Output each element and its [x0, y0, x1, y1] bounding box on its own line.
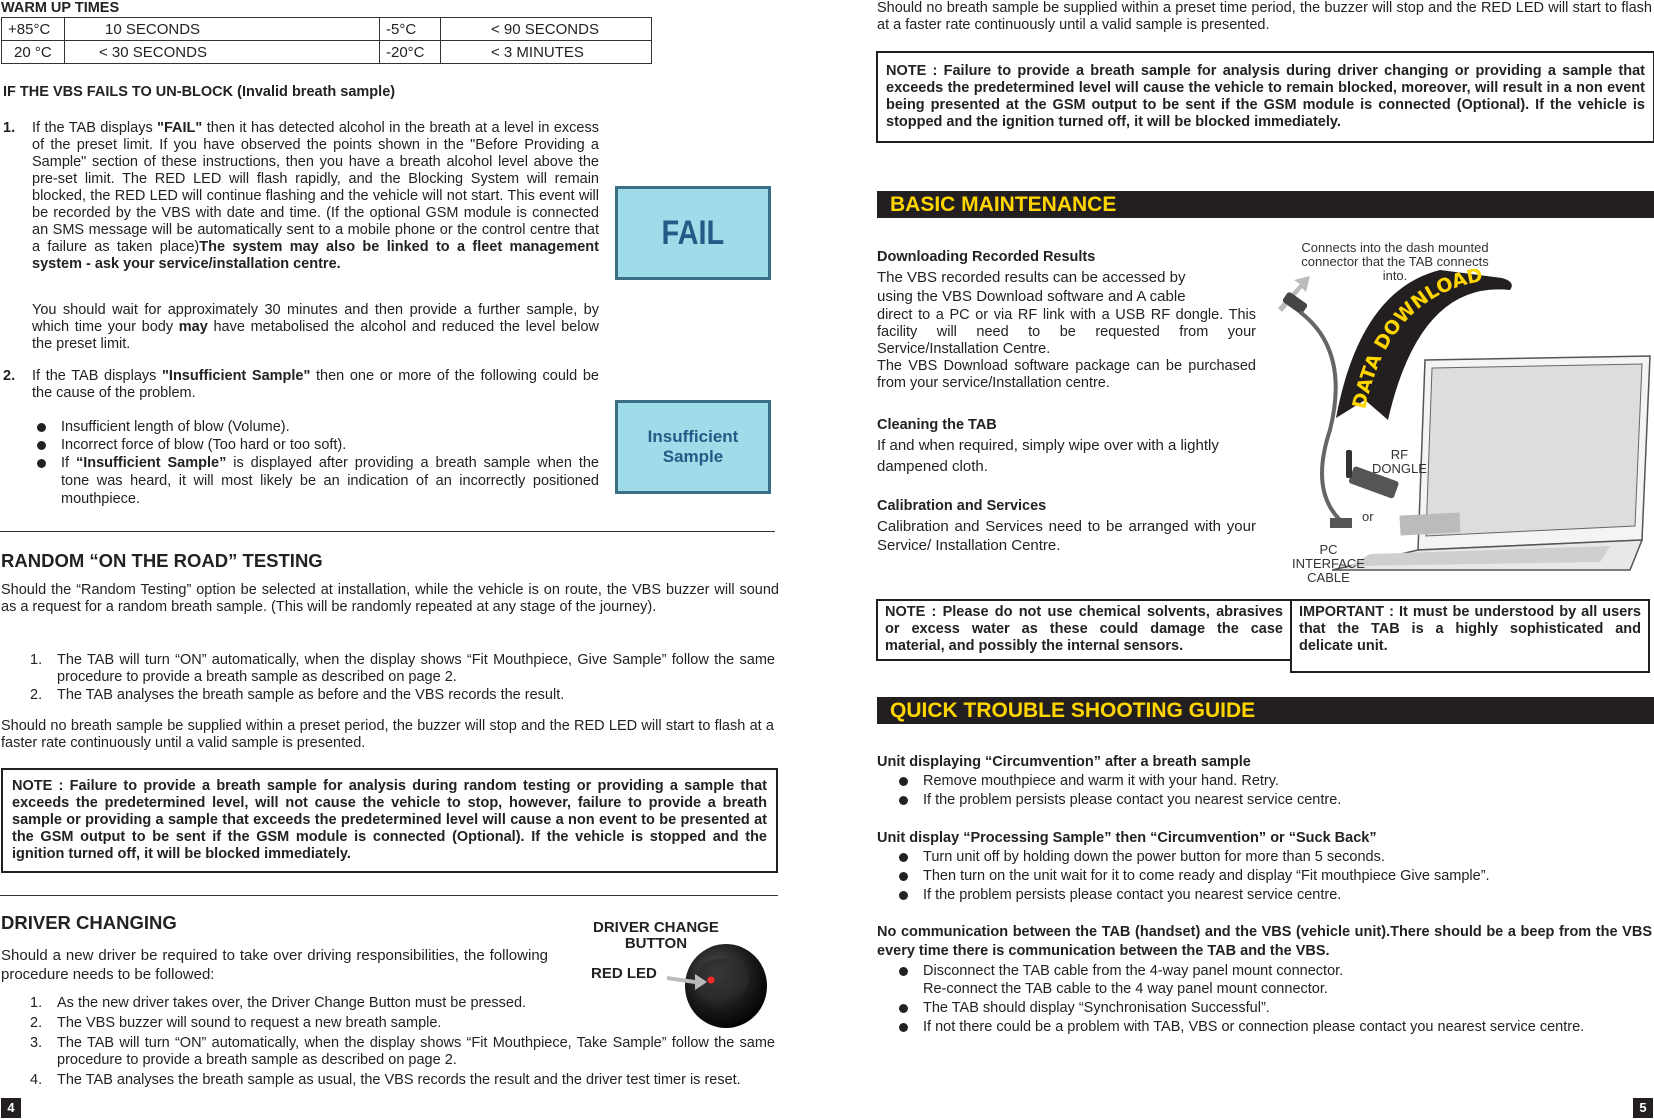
- item-number: 3.: [30, 1035, 43, 1051]
- text: BUTTON: [624, 935, 688, 952]
- text: You should wait for approximately 30 minutes and then provide a further sample, by which time your body: [32, 302, 599, 335]
- text: The TAB will turn “ON” automatically, when the display shows “Fit Mouthpiece, Give Sample” follow the same procedure to provide a breath sample as described on page 2.: [57, 652, 775, 685]
- figure-caption-connects: Connects into the dash mounted connector that the TAB connects into.: [1301, 240, 1489, 283]
- text: Remove mouthpiece and warm it with your hand. Retry.: [923, 773, 1279, 789]
- trouble-shooting-bar: QUICK TROUBLE SHOOTING GUIDE: [877, 697, 1654, 724]
- calibration-heading: Calibration and Services: [877, 498, 1047, 514]
- text: If: [61, 455, 76, 471]
- red-led-dot: [708, 977, 715, 984]
- download-text: [877, 268, 1256, 306]
- text: The VBS buzzer will sound to request a new breath sample.: [57, 1015, 442, 1031]
- text: DONGLE: [1372, 461, 1427, 476]
- item-number: 1.: [30, 652, 43, 668]
- rf-dongle-label: [1372, 448, 1427, 476]
- insufficient-emphasis: "Insufficient Sample": [162, 368, 311, 384]
- table-cell: 10 SECONDS: [65, 18, 380, 41]
- text: have metabolised the alcohol and reduced the level below the preset limit.: [32, 319, 599, 352]
- table-cell: +85°C: [2, 18, 65, 41]
- fleet-note: The system may also be linked to a fleet management system - ask your service/installation centre.: [32, 239, 599, 272]
- text: If the problem persists please contact you nearest service centre.: [923, 792, 1342, 808]
- trouble-heading: Unit displaying “Circumvention” after a breath sample: [877, 754, 1251, 770]
- item-number: 1.: [3, 120, 16, 136]
- text: then one or more of the following could be the cause of the problem.: [32, 368, 599, 401]
- list-item: [877, 999, 1652, 1017]
- text: CABLE: [1307, 570, 1350, 585]
- text: using the VBS Download software and A cable: [877, 288, 1186, 305]
- list-item: [877, 791, 1652, 809]
- table-cell: < 90 SECONDS: [441, 18, 652, 41]
- trouble-heading: Unit display “Processing Sample” then “Circumvention” or “Suck Back”: [877, 830, 1377, 846]
- divider: [0, 895, 778, 896]
- text: The TAB analyses the breath sample as before and the VBS records the result.: [57, 687, 565, 703]
- text: INTERFACE: [1292, 556, 1365, 571]
- fail-text: FAIL: [661, 213, 725, 252]
- pc-interface-cable-label: [1292, 543, 1365, 585]
- chemical-note: NOTE : Please do not use chemical solvents, abrasives or excess water as these could damage the case material, and possibly the internal sensors.: [876, 599, 1292, 661]
- list-item: [877, 1018, 1652, 1036]
- data-download-figure: [1270, 250, 1654, 580]
- data-download-label: DATA DOWNLOAD: [1348, 264, 1485, 411]
- screen-text: Insufficient: [647, 427, 739, 446]
- list-item: [877, 848, 1652, 866]
- text: PC: [1319, 542, 1338, 557]
- unblock-item-2: [1, 368, 599, 402]
- list-item: [1, 687, 775, 704]
- table-row: [2, 18, 652, 41]
- text: Then turn on the unit wait for it to come ready and display “Fit mouthpiece Give sample”.: [923, 868, 1490, 884]
- text: RF: [1390, 447, 1409, 462]
- item-number: 2.: [3, 368, 16, 384]
- list-item: [877, 772, 1652, 790]
- list-item: [1, 1035, 775, 1069]
- driver-intro: Should a new driver be required to take over driving responsibilities, the following procedure needs to be followed:: [1, 947, 548, 983]
- driver-heading: DRIVER CHANGING: [1, 912, 177, 933]
- text: Incorrect force of blow (Too hard or too soft).: [61, 437, 347, 453]
- driver-steps: [1, 995, 775, 1089]
- or-label: or: [1362, 509, 1374, 524]
- text: The TAB analyses the breath sample as usual, the VBS records the result and the driver test timer is reset.: [57, 1072, 741, 1088]
- wait-paragraph: [32, 302, 599, 353]
- list-item: [877, 962, 1652, 998]
- driver-note: NOTE : Failure to provide a breath sample for analysis during driver changing or providing a sample that exceeds the predetermined level will cause the vehicle to remain blocked, moreover, will result in a non event being presented at the GSM output to be sent if the GSM module is connected (Optional). If the vehicle is stopped and the ignition turned off, it will be blocked immediately.: [876, 51, 1654, 143]
- cleaning-heading: Cleaning the TAB: [877, 417, 997, 433]
- text: If not there could be a problem with TAB, VBS or connection please contact you nearest service centre.: [923, 1019, 1585, 1035]
- list-item: [877, 886, 1652, 904]
- emphasis: “Insufficient Sample”: [75, 455, 227, 471]
- fail-emphasis: "FAIL": [157, 120, 203, 136]
- warm-up-title: WARM UP TIMES: [1, 0, 120, 16]
- list-item: [1, 652, 775, 686]
- list-item: [1, 995, 775, 1012]
- table-cell: -5°C: [380, 18, 441, 41]
- random-after: Should no breath sample be supplied within a preset period, the buzzer will stop and the RED LED will start to flash at a faster rate continuously until a valid sample is presented.: [1, 718, 774, 751]
- insufficient-causes: [15, 418, 599, 508]
- text: If the TAB displays: [32, 120, 158, 136]
- item-number: 4.: [30, 1072, 43, 1088]
- text: then it has detected alcohol in the breath at a level in excess of the preset limit. If you have observed the points shown in the "Before Providing a Sample" section of these instructions, then you have a breath alcohol level above the pre-set limit. The RED LED will flash rapidly, and the Blocking System will remain blocked, the RED LED will continue flashing and the vehicle will not start. This event will be recorded by the VBS with date and time. (If the optional GSM module is connected an SMS message will be automatically sent to a mobile phone or the control centre that a failure as taken place): [32, 120, 599, 255]
- item-number: 1.: [30, 995, 43, 1011]
- table-cell: < 3 MINUTES: [441, 41, 652, 64]
- text: direct to a PC or via RF link with a USB RF dongle. This facility will need to be requested from your Service/Installation Centre.: [877, 307, 1256, 357]
- list-item: [1, 1015, 775, 1032]
- right-top-text: Should no breath sample be supplied within a preset time period, the buzzer will stop and the RED LED will start to flash at a faster rate continuously until a valid sample is presented.: [877, 0, 1652, 33]
- table-cell: 20 °C: [2, 41, 65, 64]
- text: Turn unit off by holding down the power button for more than 5 seconds.: [923, 849, 1385, 865]
- calibration-text: Calibration and Services need to be arranged with your Service/ Installation Centre.: [877, 518, 1256, 554]
- text: If the TAB displays: [32, 368, 163, 384]
- item-number: 2.: [30, 1015, 43, 1031]
- text: As the new driver takes over, the Driver Change Button must be pressed.: [57, 995, 527, 1011]
- random-heading: RANDOM “ON THE ROAD” TESTING: [1, 550, 323, 571]
- list-item: [877, 867, 1652, 885]
- cleaning-text: If and when required, simply wipe over with a lightly dampened cloth.: [877, 437, 1219, 475]
- text: The VBS Download software package can be purchased from your service/Installation centre.: [877, 358, 1256, 391]
- divider: [0, 531, 775, 532]
- download-text-2: [877, 307, 1256, 392]
- list-item: [15, 418, 599, 436]
- important-note: IMPORTANT : It must be understood by all users that the TAB is a highly sophisticated and delicate unit.: [1290, 599, 1650, 673]
- dongle-antenna: [1346, 450, 1352, 478]
- text: Disconnect the TAB cable from the 4-way panel mount connector.: [923, 963, 1344, 979]
- item-number: 2.: [30, 687, 43, 703]
- may-emphasis: may: [178, 319, 208, 335]
- page-number-right: 5: [1633, 1098, 1653, 1118]
- basic-maintenance-bar: BASIC MAINTENANCE: [877, 191, 1654, 218]
- table-row: [2, 41, 652, 64]
- text: Re-connect the TAB cable to the 4 way panel mount connector.: [923, 981, 1328, 997]
- interface-cable: [1300, 312, 1340, 520]
- random-steps: [1, 652, 775, 704]
- screen-text: Sample: [662, 447, 724, 466]
- trouble-shooting-list: [877, 753, 1652, 1036]
- list-item: [1, 1072, 775, 1089]
- download-heading: Downloading Recorded Results: [877, 249, 1096, 265]
- random-intro: Should the “Random Testing” option be selected at installation, while the vehicle is on route, the VBS buzzer will sound as a request for a random breath sample. (This will be randomly repeated at any stage of the journey).: [1, 582, 779, 615]
- unblock-heading: IF THE VBS FAILS TO UN-BLOCK (Invalid breath sample): [3, 84, 396, 100]
- text: The VBS recorded results can be accessed by: [877, 269, 1186, 286]
- usb-plug: [1330, 518, 1352, 528]
- red-led-label: RED LED: [591, 965, 657, 982]
- random-note: NOTE : Failure to provide a breath sample for analysis during random testing or providing a sample that exceeds the predetermined level, will not cause the vehicle to stop, however, failure to provide a breath sample or providing a sample that exceeds the predetermined level will cause a non event to be presented at the GSM output to be sent if the GSM module is connected (Optional). If the vehicle is stopped and the ignition turned off, it will be blocked immediately.: [1, 768, 778, 873]
- page-number-left: 4: [1, 1098, 21, 1118]
- text: DRIVER CHANGE: [593, 919, 719, 936]
- insufficient-display-image: [615, 400, 771, 494]
- text: is displayed after providing a breath sample when the tone was heard, it will most likely be an indication of an incorrectly positioned mouthpiece.: [61, 455, 599, 507]
- text: If the problem persists please contact you nearest service centre.: [923, 887, 1342, 903]
- list-item: [15, 454, 599, 508]
- table-cell: -20°C: [380, 41, 441, 64]
- unblock-item-1: [1, 120, 599, 273]
- list-item: [15, 436, 599, 454]
- text: Insufficient length of blow (Volume).: [61, 419, 290, 435]
- text: The TAB should display “Synchronisation Successful”.: [923, 1000, 1270, 1016]
- trouble-heading: No communication between the TAB (handset) and the VBS (vehicle unit).There should be a beep from the VBS every time there is communication between the TAB and the VBS.: [877, 924, 1652, 959]
- fail-display-image: [615, 186, 771, 280]
- warm-up-table: [1, 17, 652, 64]
- table-cell: < 30 SECONDS: [65, 41, 380, 64]
- text: The TAB will turn “ON” automatically, when the display shows “Fit Mouthpiece, Take Sample” follow the same procedure to provide a breath sample as described on page 2.: [57, 1035, 775, 1068]
